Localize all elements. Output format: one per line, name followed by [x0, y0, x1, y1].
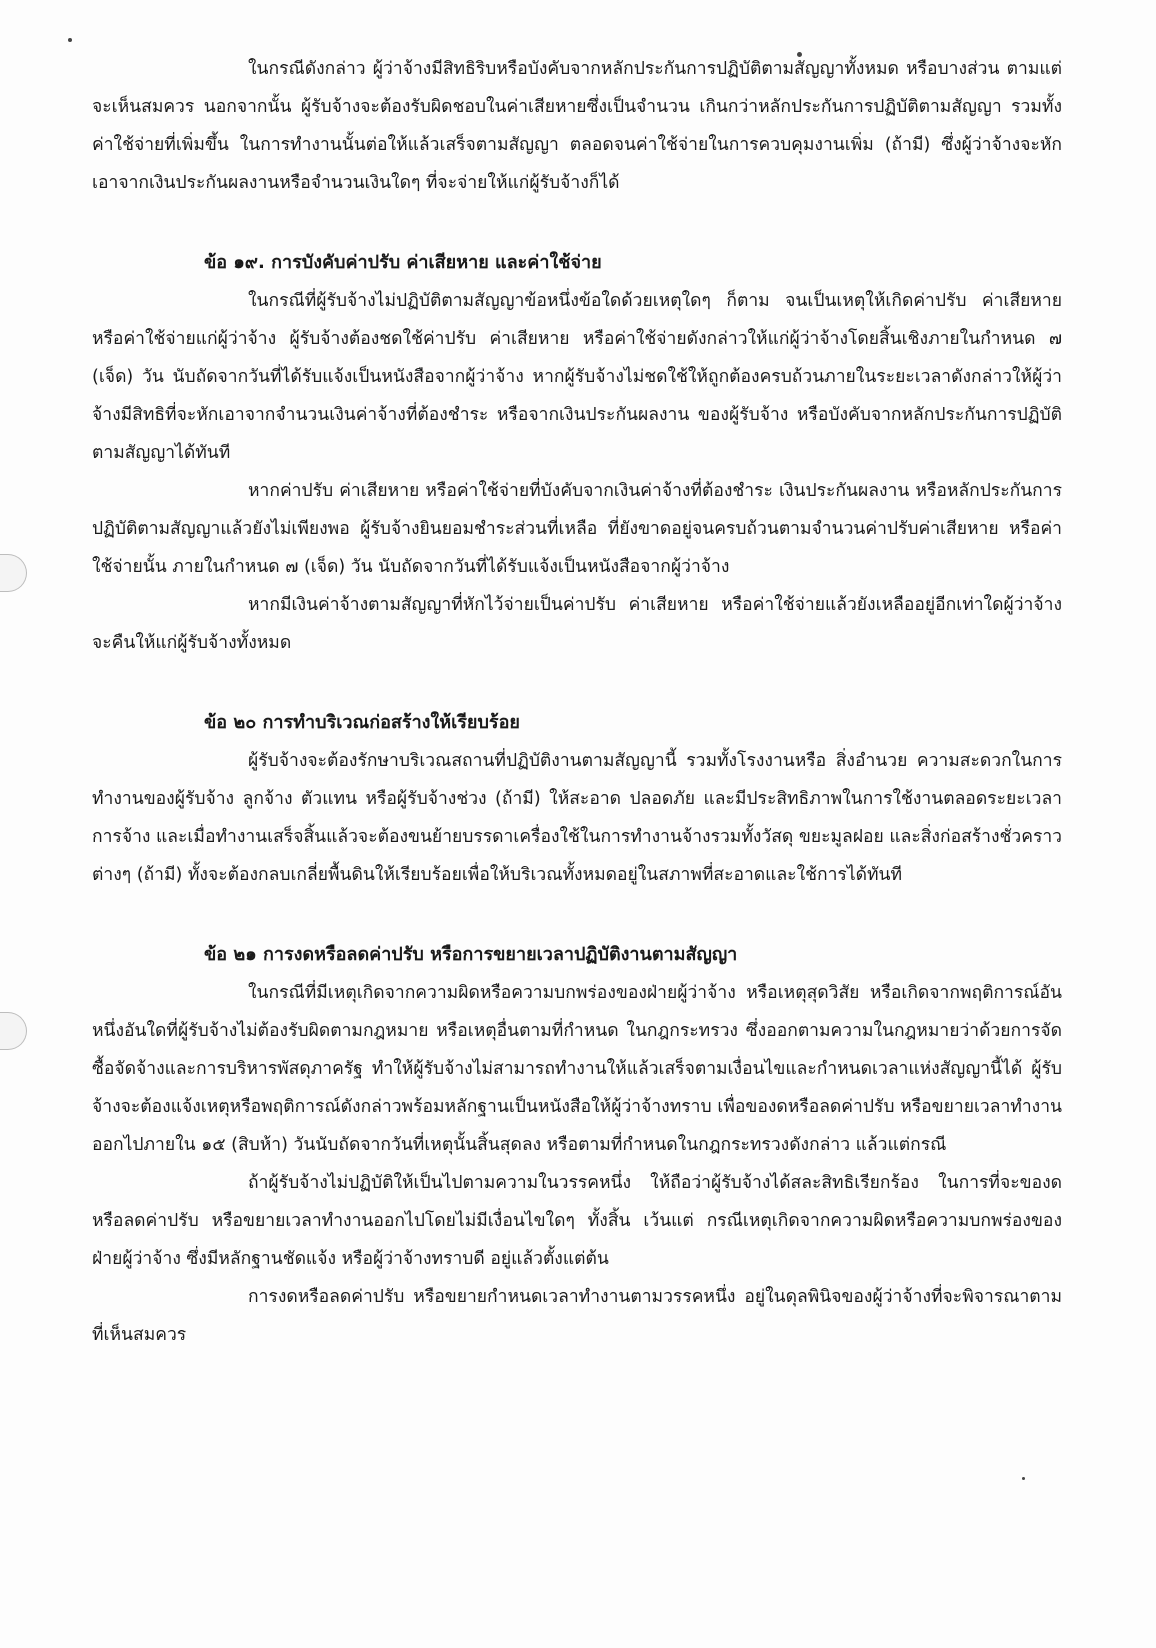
punch-hole-lower — [0, 1012, 27, 1050]
clause-19-heading: ข้อ ๑๙. การบังคับค่าปรับ ค่าเสียหาย และค่าใช้จ่าย — [204, 252, 602, 273]
contract-paragraph: ผู้รับจ้างจะต้องรักษาบริเวณสถานที่ปฏิบัติงานตามสัญญานี้ รวมทั้งโรงงานหรือ สิ่งอำนวย ความสะดวกในการทำงานของผู้รับจ้าง ลูกจ้าง ตัวแทน หรือผู้รับจ้างช่วง (ถ้ามี) ให้สะอาด ปลอดภัย และมีประสิทธิภาพในการใช้งานตลอดระยะเวลาการจ้าง และเมื่อทำงานเสร็จสิ้นแล้วจะต้องขนย้ายบรรดาเครื่องใช้ในการทำงานจ้างรวมทั้งวัสดุ ขยะมูลฝอย และสิ่งก่อสร้างชั่วคราวต่างๆ (ถ้ามี) ทั้งจะต้องกลบเกลี่ยพื้นดินให้เรียบร้อยเพื่อให้บริเวณทั้งหมดอยู่ในสภาพที่สะอาดและใช้การได้ทันที — [92, 751, 1062, 885]
scan-speck — [1022, 1477, 1025, 1480]
scan-speck — [68, 38, 72, 42]
contract-paragraph: การงดหรือลดค่าปรับ หรือขยายกำหนดเวลาทำงานตามวรรคหนึ่ง อยู่ในดุลพินิจของผู้ว่าจ้างที่จะพิจารณาตามที่เห็นสมควร — [92, 1287, 1062, 1345]
contract-paragraph: ในกรณีที่มีเหตุเกิดจากความผิดหรือความบกพร่องของฝ่ายผู้ว่าจ้าง หรือเหตุสุดวิสัย หรือเกิดจากพฤติการณ์อันหนึ่งอันใดที่ผู้รับจ้างไม่ต้องรับผิดตามกฎหมาย หรือเหตุอื่นตามที่กำหนด ในกฎกระทรวง ซึ่งออกตามความในกฎหมายว่าด้วยการจัดซื้อจัดจ้างและการบริหารพัสดุภาครัฐ ทำให้ผู้รับจ้างไม่สามารถทำงานให้แล้วเสร็จตามเงื่อนไขและกำหนดเวลาแห่งสัญญานี้ได้ ผู้รับจ้างจะต้องแจ้งเหตุหรือพฤติการณ์ดังกล่าวพร้อมหลักฐานเป็นหนังสือให้ผู้ว่าจ้างทราบ เพื่อของดหรือลดค่าปรับ หรือขยายเวลาทำงานออกไปภายใน ๑๕ (สิบห้า) วันนับถัดจากวันที่เหตุนั้นสิ้นสุดลง หรือตามที่กำหนดในกฎกระทรวงดังกล่าว แล้วแต่กรณี — [92, 983, 1062, 1155]
contract-paragraph: หากมีเงินค่าจ้างตามสัญญาที่หักไว้จ่ายเป็นค่าปรับ ค่าเสียหาย หรือค่าใช้จ่ายแล้วยังเหลืออยู่อีกเท่าใดผู้ว่าจ้างจะคืนให้แก่ผู้รับจ้างทั้งหมด — [92, 595, 1062, 653]
clause-21-heading: ข้อ ๒๑ การงดหรือลดค่าปรับ หรือการขยายเวลาปฏิบัติงานตามสัญญา — [204, 944, 738, 965]
contract-paragraph: ในกรณีที่ผู้รับจ้างไม่ปฏิบัติตามสัญญาข้อหนึ่งข้อใดด้วยเหตุใดๆ ก็ตาม จนเป็นเหตุให้เกิดค่าปรับ ค่าเสียหาย หรือค่าใช้จ่ายแก่ผู้ว่าจ้าง ผู้รับจ้างต้องชดใช้ค่าปรับ ค่าเสียหาย หรือค่าใช้จ่ายดังกล่าวให้แก่ผู้ว่าจ้างโดยสิ้นเชิงภายในกำหนด ๗ (เจ็ด) วัน นับถัดจากวันที่ได้รับแจ้งเป็นหนังสือจากผู้ว่าจ้าง หากผู้รับจ้างไม่ชดใช้ให้ถูกต้องครบถ้วนภายในระยะเวลาดังกล่าวให้ผู้ว่าจ้างมีสิทธิที่จะหักเอาจากจำนวนเงินค่าจ้างที่ต้องชำระ หรือจากเงินประกันผลงาน ของผู้รับจ้าง หรือบังคับจากหลักประกันการปฏิบัติตามสัญญาได้ทันที — [92, 291, 1062, 463]
contract-paragraph: ถ้าผู้รับจ้างไม่ปฏิบัติให้เป็นไปตามความในวรรคหนึ่ง ให้ถือว่าผู้รับจ้างได้สละสิทธิเรียกร้อง ในการที่จะของดหรือลดค่าปรับ หรือขยายเวลาทำงานออกไปโดยไม่มีเงื่อนไขใดๆ ทั้งสิ้น เว้นแต่ กรณีเหตุเกิดจากความผิดหรือความบกพร่องของฝ่ายผู้ว่าจ้าง ซึ่งมีหลักฐานชัดแจ้ง หรือผู้ว่าจ้างทราบดี อยู่แล้วตั้งแต่ต้น — [92, 1173, 1062, 1269]
document-body — [92, 50, 1062, 1354]
punch-hole-upper — [0, 554, 27, 592]
clause-20-heading: ข้อ ๒๐ การทำบริเวณก่อสร้างให้เรียบร้อย — [204, 712, 520, 733]
contract-paragraph: ในกรณีดังกล่าว ผู้ว่าจ้างมีสิทธิริบหรือบังคับจากหลักประกันการปฏิบัติตามสัญญาทั้งหมด หรือบางส่วน ตามแต่จะเห็นสมควร นอกจากนั้น ผู้รับจ้างจะต้องรับผิดชอบในค่าเสียหายซึ่งเป็นจำนวน เกินกว่าหลักประกันการปฏิบัติตามสัญญา รวมทั้งค่าใช้จ่ายที่เพิ่มขึ้น ในการทำงานนั้นต่อให้แล้วเสร็จตามสัญญา ตลอดจนค่าใช้จ่ายในการควบคุมงานเพิ่ม (ถ้ามี) ซึ่งผู้ว่าจ้างจะหัก เอาจากเงินประกันผลงานหรือจำนวนเงินใดๆ ที่จะจ่ายให้แก่ผู้รับจ้างก็ได้ — [92, 59, 1062, 193]
contract-paragraph: หากค่าปรับ ค่าเสียหาย หรือค่าใช้จ่ายที่บังคับจากเงินค่าจ้างที่ต้องชำระ เงินประกันผลงาน หรือหลักประกันการปฏิบัติตามสัญญาแล้วยังไม่เพียงพอ ผู้รับจ้างยินยอมชำระส่วนที่เหลือ ที่ยังขาดอยู่จนครบถ้วนตามจำนวนค่าปรับค่าเสียหาย หรือค่าใช้จ่ายนั้น ภายในกำหนด ๗ (เจ็ด) วัน นับถัดจากวันที่ได้รับแจ้งเป็นหนังสือจากผู้ว่าจ้าง — [92, 481, 1062, 577]
